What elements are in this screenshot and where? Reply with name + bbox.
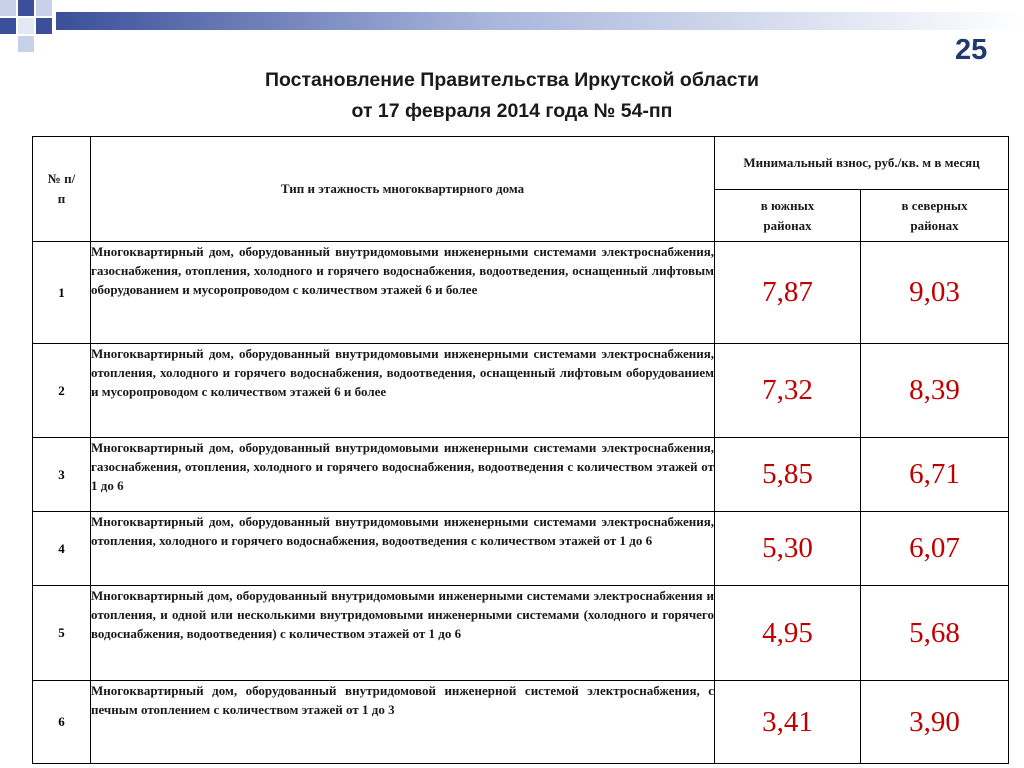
- header-row-1: [33, 137, 1009, 190]
- row-north-value: 6,07: [861, 512, 1009, 586]
- row-south-value: 5,30: [715, 512, 861, 586]
- table-row: [33, 438, 1009, 512]
- row-south-value: 7,32: [715, 344, 861, 438]
- row-number: 6: [33, 681, 91, 764]
- table-row: [33, 344, 1009, 438]
- row-south-value: 3,41: [715, 681, 861, 764]
- col-fee-header: Минимальный взнос, руб./кв. м в месяц: [715, 137, 1009, 190]
- row-south-value: 5,85: [715, 438, 861, 512]
- row-description: Многоквартирный дом, оборудованный внутридомовыми инженерными системами электроснабжения и отопления, и одной или несколькими внутридомовыми инженерными системами (холодного и горячего водоснабжения, водоотведения) с количеством этажей от 1 до 6: [91, 586, 715, 681]
- page-title-line1: Постановление Правительства Иркутской области: [264, 69, 760, 91]
- col-num-header: № п/п: [33, 137, 91, 242]
- col-north-header: в северных районах: [861, 190, 1009, 242]
- header-decoration: [0, 0, 1024, 56]
- row-description: Многоквартирный дом, оборудованный внутридомовыми инженерными системами электроснабжения, отопления, холодного и горячего водоснабжения, водоотведения с количеством этажей от 1 до 6: [91, 512, 715, 586]
- table-row: [33, 681, 1009, 764]
- row-number: 1: [33, 242, 91, 344]
- row-south-value: 4,95: [715, 586, 861, 681]
- col-type-header: Тип и этажность многоквартирного дома: [91, 137, 715, 242]
- row-description: Многоквартирный дом, оборудованный внутридомовой инженерной системой электроснабжения, с печным отоплением с количеством этажей от 1 до 3: [91, 681, 715, 764]
- row-number: 5: [33, 586, 91, 681]
- row-number: 3: [33, 438, 91, 512]
- fee-table: [32, 136, 1009, 764]
- page-title-line2: от 17 февраля 2014 года № 54-пп: [351, 100, 673, 122]
- table-row: [33, 242, 1009, 344]
- row-north-value: 8,39: [861, 344, 1009, 438]
- row-description: Многоквартирный дом, оборудованный внутридомовыми инженерными системами электроснабжения, газоснабжения, отопления, холодного и горячего водоснабжения, водоотведения, оснащенный лифтовым оборудованием и мусоропроводом с количеством этажей 6 и более: [91, 242, 715, 344]
- row-south-value: 7,87: [715, 242, 861, 344]
- row-description: Многоквартирный дом, оборудованный внутридомовыми инженерными системами электроснабжения, газоснабжения, отопления, холодного и горячего водоснабжения, водоотведения с количеством этажей от 1 до 6: [91, 438, 715, 512]
- page-number: 25: [955, 34, 988, 66]
- table-row: [33, 586, 1009, 681]
- row-description: Многоквартирный дом, оборудованный внутридомовыми инженерными системами электроснабжения, отопления, холодного и горячего водоснабжения, водоотведения, оснащенный лифтовым оборудованием и мусоропроводом с количеством этажей 6 и более: [91, 344, 715, 438]
- row-north-value: 6,71: [861, 438, 1009, 512]
- row-number: 2: [33, 344, 91, 438]
- row-number: 4: [33, 512, 91, 586]
- row-north-value: 3,90: [861, 681, 1009, 764]
- table-row: [33, 512, 1009, 586]
- row-north-value: 9,03: [861, 242, 1009, 344]
- col-south-header: в южных районах: [715, 190, 861, 242]
- row-north-value: 5,68: [861, 586, 1009, 681]
